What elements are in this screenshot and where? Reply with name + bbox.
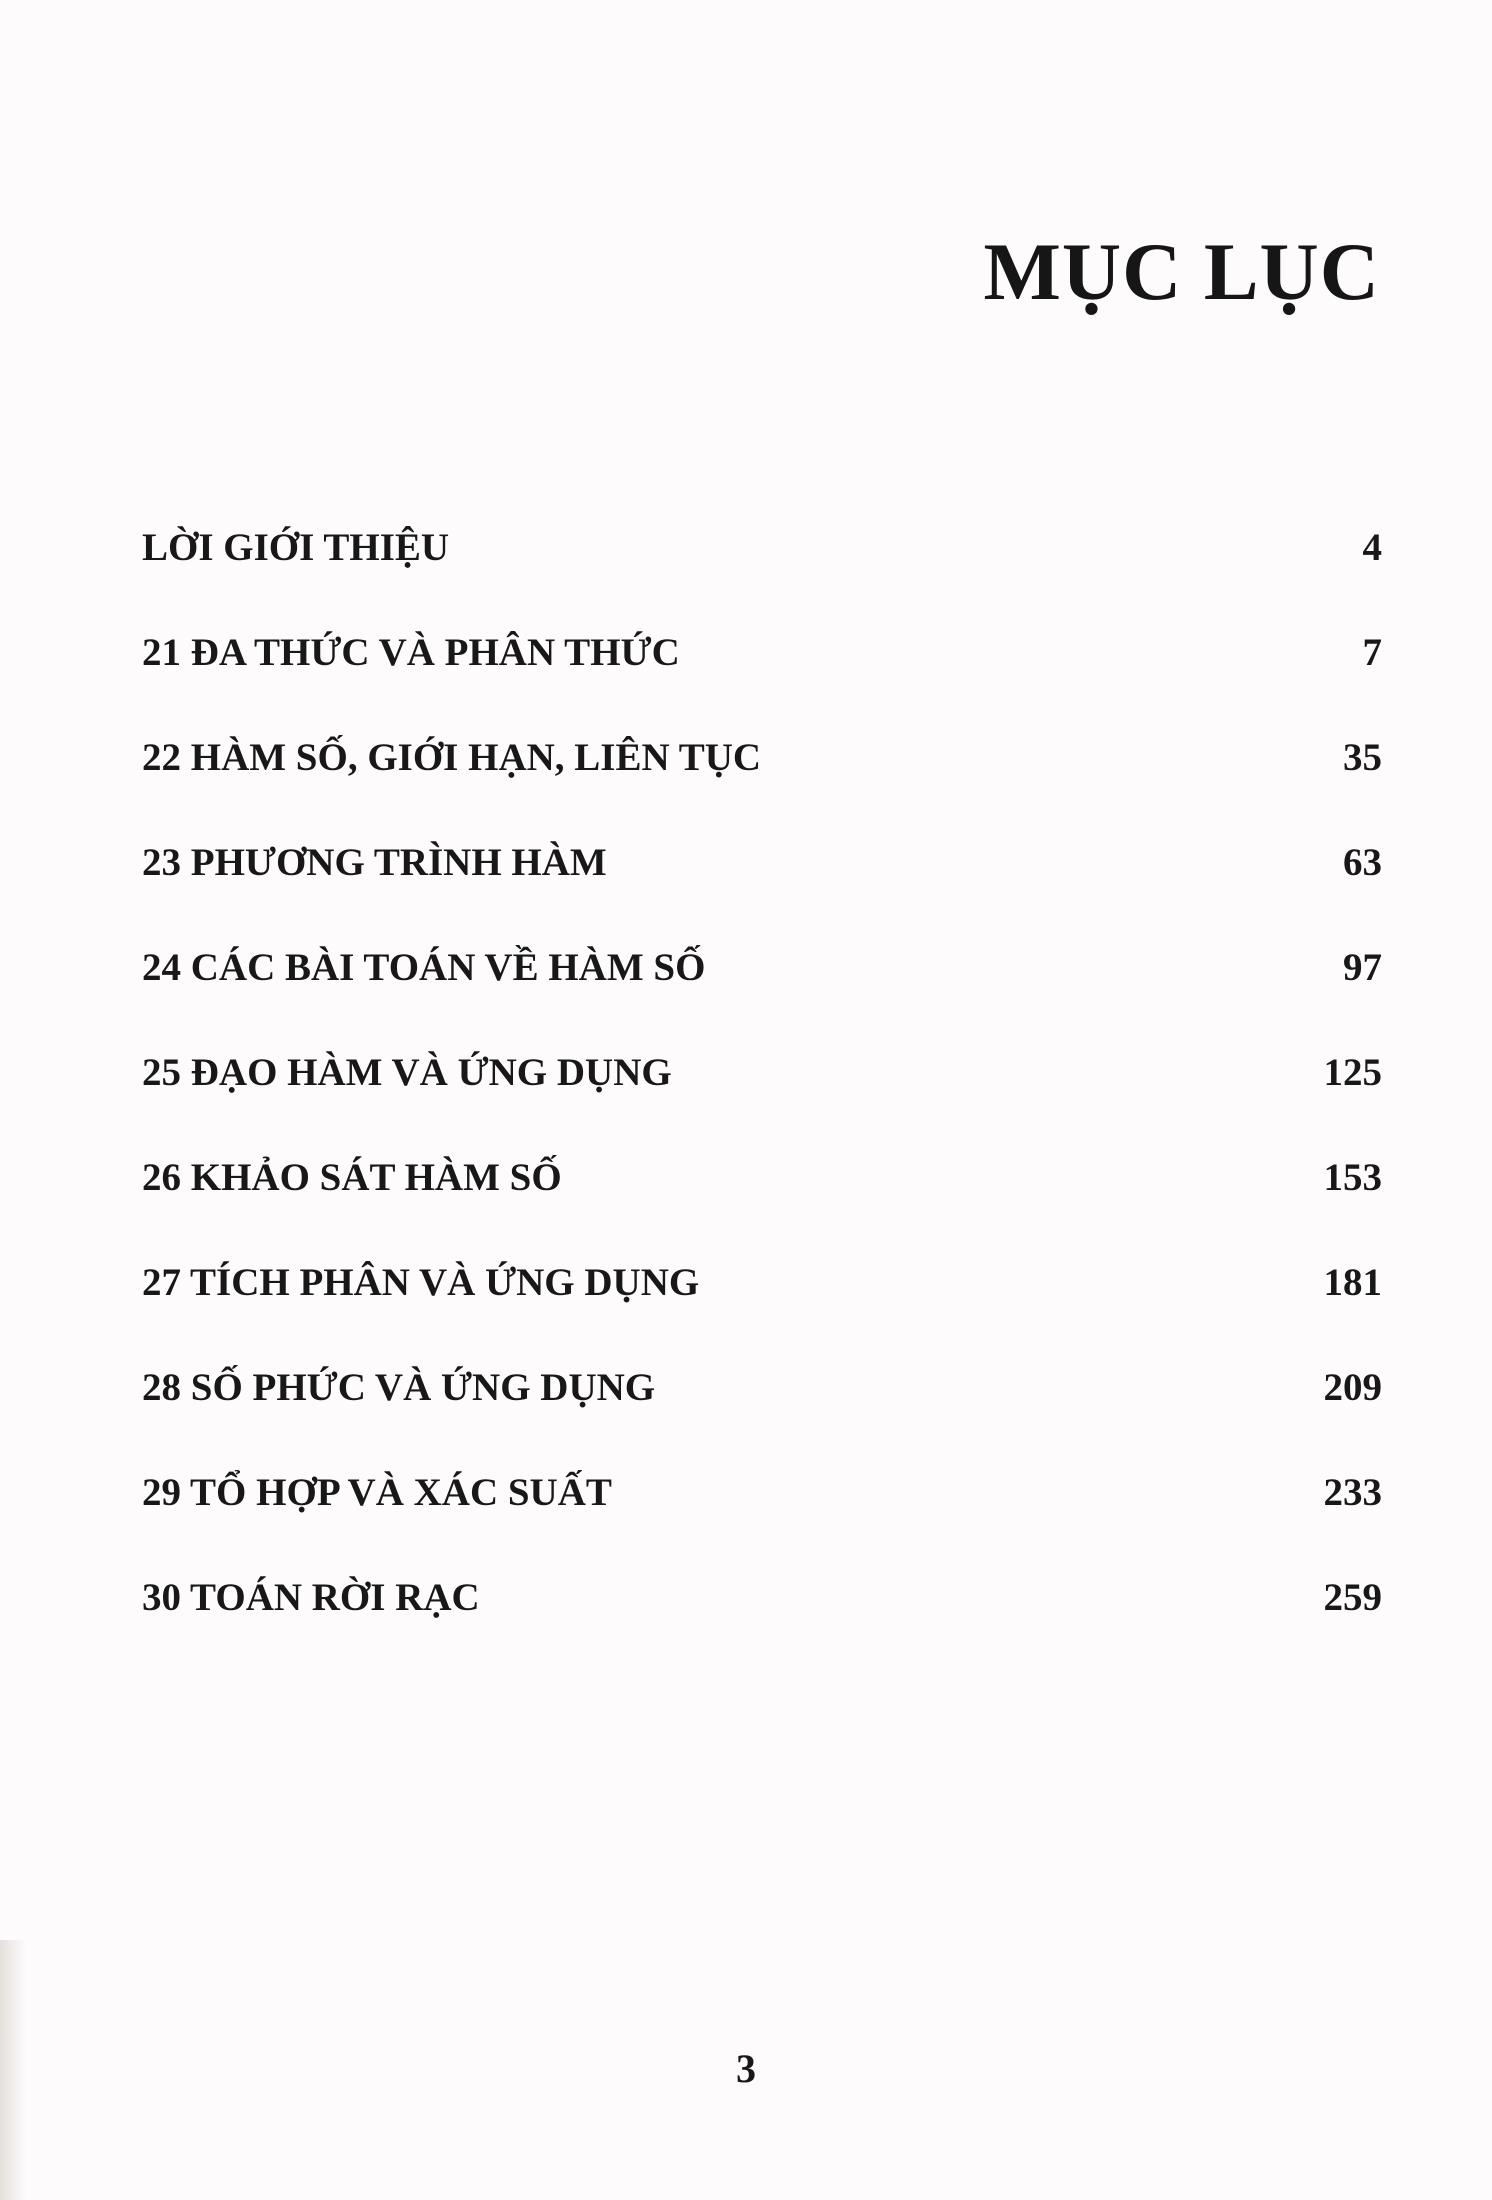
toc-entry-title: 23 PHƯƠNG TRÌNH HÀM <box>142 841 607 884</box>
toc-entry[interactable] <box>142 630 1382 735</box>
toc-entry-page: 63 <box>1343 841 1382 884</box>
toc-entry[interactable] <box>142 945 1382 1050</box>
toc-entry-title: 25 ĐẠO HÀM VÀ ỨNG DỤNG <box>142 1051 672 1094</box>
toc-entry-title: 22 HÀM SỐ, GIỚI HẠN, LIÊN TỤC <box>142 736 762 779</box>
toc-entry[interactable] <box>142 735 1382 840</box>
toc-entry-title: 21 ĐA THỨC VÀ PHÂN THỨC <box>142 631 680 674</box>
table-of-contents <box>142 525 1382 1680</box>
toc-entry-title: 28 SỐ PHỨC VÀ ỨNG DỤNG <box>142 1366 656 1409</box>
toc-entry-title: 30 TOÁN RỜI RẠC <box>142 1576 480 1619</box>
toc-entry-page: 153 <box>1323 1156 1382 1199</box>
toc-entry-title: 27 TÍCH PHÂN VÀ ỨNG DỤNG <box>142 1261 700 1304</box>
toc-entry[interactable] <box>142 525 1382 630</box>
toc-entry-page: 97 <box>1343 946 1382 989</box>
page-number: 3 <box>736 2046 756 2091</box>
toc-entry-title: 29 TỔ HỢP VÀ XÁC SUẤT <box>142 1471 612 1514</box>
toc-entry-page: 35 <box>1343 736 1382 779</box>
toc-entry-page: 125 <box>1323 1051 1382 1094</box>
toc-entry[interactable] <box>142 1575 1382 1680</box>
toc-entry-page: 181 <box>1323 1261 1382 1304</box>
toc-entry-page: 259 <box>1323 1576 1382 1619</box>
toc-entry[interactable] <box>142 1050 1382 1155</box>
toc-entry-title: LỜI GIỚI THIỆU <box>142 526 450 569</box>
toc-entry[interactable] <box>142 1365 1382 1470</box>
toc-entry[interactable] <box>142 1260 1382 1365</box>
toc-entry-page: 7 <box>1362 631 1382 674</box>
toc-entry-title: 24 CÁC BÀI TOÁN VỀ HÀM SỐ <box>142 946 706 989</box>
toc-entry-page: 209 <box>1323 1366 1382 1409</box>
toc-entry[interactable] <box>142 840 1382 945</box>
page-title: MỤC LỤC <box>983 226 1380 317</box>
toc-entry[interactable] <box>142 1470 1382 1575</box>
toc-entry-page: 4 <box>1362 526 1382 569</box>
page-edge-shadow <box>0 1940 26 2200</box>
toc-entry[interactable] <box>142 1155 1382 1260</box>
toc-entry-title: 26 KHẢO SÁT HÀM SỐ <box>142 1156 562 1199</box>
toc-entry-page: 233 <box>1323 1471 1382 1514</box>
